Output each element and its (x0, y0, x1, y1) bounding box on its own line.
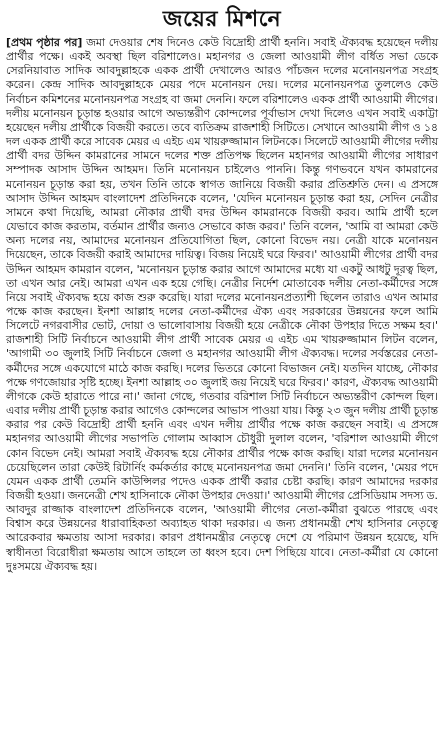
article-text: জমা দেওয়ার শেষ দিনেও কেউ বিদ্রোহী প্রার্থী হননি। সবাই ঐক্যবদ্ধ হয়েছেন দলীয় প্রার্থীর পক্ষে। একই অবস্থা ছিল বরিশালেও। মহানগর ও জেলা আওয়ামী লীগ বর্ধিত সভা ডেকে সেরনিয়াবাত সাদিক আবদুল্লাহকে একক প্রার্থী দেখালেও আরও পাঁচজন দলের মনোনয়নপত্র সংগ্রহ করেন। কেন্দ্র সাদিক আবদুল্লাহকে মেয়র পদে মনোনয়ন দেয়। দলের মনোনয়নপত্র তুললেও কেউ নির্বাচন কমিশনের মনোনয়নপত্র সংগ্রহ বা জমা দেননি। ফলে বরিশালেও একক প্রার্থী আওয়ামী লীগের। দলীয় মনোনয়ন চূড়ান্ত হওয়ার আগে অভ্যন্তরীণ কোন্দলের পূর্বাভাস দেখা দিলেও এখন সবাই একাট্টা হয়েছেন দলীয় প্রার্থীকে বিজয়ী করতে। তবে ব্যতিক্রম রাজশাহী সিটিতে। সেখানে আওয়ামী লীগ ও ১৪ দল একক প্রার্থী করে সাবেক মেয়র এ এইচ এম খায়রুজ্জামান লিটনকে। সিলেটে আওয়ামী লীগের দলীয় প্রার্থী বদর উদ্দিন কামরানের সামনে দলের শক্ত প্রতিপক্ষ ছিলেন মহানগর আওয়ামী লীগের সাধারণ সম্পাদক আসাদ উদ্দিন আহমদ। তিনি মনোনয়ন চাইলেও পাননি। কিন্তু গণভবনে যখন কামরানের মনোনয়ন চূড়ান্ত করা হয়, তখন তিনি তাকে স্বাগত জানিয়ে বিজয়ী করার প্রতিশ্রুতি দেন। এ প্রসঙ্গে আসাদ উদ্দিন আহমদ বাংলাদেশ প্রতিদিনকে বলেন, 'যেদিন মনোনয়ন চূড়ান্ত করা হয়, সেদিন নেত্রীর সামনে কথা দিয়েছি, আমরা নৌকার প্রার্থী বদর উদ্দিন কামরানকে বিজয়ী করব। আমি প্রার্থী হলে যেভাবে কাজ করতাম, বর্তমান প্রার্থীর জন্যও সেভাবে কাজ করব।' তিনি বলেন, 'আমি বা আমরা কেউ অন্য দলের নয়, আমাদের মনোনয়ন প্রতিযোগিতা ছিল, কোনো বিভেদ নয়। নেত্রী যাকে মনোনয়ন দিয়েছেন, তাকে বিজয়ী করাই আমাদের দায়িত্ব। বিজয় নিয়েই ঘরে ফিরব।' আওয়ামী লীগের প্রার্থী বদর উদ্দিন আহমদ কামরান বলেন, 'মনোনয়ন চূড়ান্ত করার আগে আমাদের মধ্যে যা একটু আধটু দূরত্ব ছিল, তা এখন আর নেই। আমরা এখন এক হয়ে গেছি। নেত্রীর নির্দেশ মোতাবেক দলীয় নেতা-কর্মীদের সঙ্গে নিয়ে সবাই ঐক্যবদ্ধ হয়ে কাজ শুরু করেছি। যারা দলের মনোনয়নপ্রত্যাশী ছিলেন তারাও এখন আমার পক্ষে কাজ করছেন। ইনশা আল্লাহ দলের নেতা-কর্মীদের ঐক্য এবং সরকারের উন্নয়নের ফলে আমি সিলেটে নগরবাসীর ভোট, দোয়া ও ভালোবাসায় বিজয়ী হয়ে নেত্রীকে নৌকা উপহার দিতে সক্ষম হব।' রাজশাহী সিটি নির্বাচনে আওয়ামী লীগ প্রার্থী সাবেক মেয়র এ এইচ এম খায়রুজ্জামান লিটন বলেন, 'আগামী ৩০ জুলাই সিটি নির্বাচনে জেলা ও মহানগর আওয়ামী লীগ ঐক্যবদ্ধ। দলের সর্বস্তরের নেতা-কর্মীদের সঙ্গে একযোগে মাঠে কাজ করছি। দলের ভিতরে কোনো বিভাজন নেই। যতদিন যাচ্ছে, নৌকার পক্ষে গণজোয়ার সৃষ্টি হচ্ছে। ইনশা আল্লাহ ৩০ জুলাই জয় নিয়েই ঘরে ফিরব।' কারণ, ঐক্যবদ্ধ আওয়ামী লীগকে কেউ হারাতে পারে না।' জানা গেছে, গতবার বরিশাল সিটি নির্বাচনে অভ্যন্তরীণ কোন্দল ছিল। এবার দলীয় প্রার্থী চূড়ান্ত করার আগেও কোন্দলের আভাস পাওয়া যায়। কিন্তু ২৩ জুন দলীয় প্রার্থী চূড়ান্ত করার পর কেউ বিদ্রোহী প্রার্থী হননি এবং এখন দলীয় প্রার্থীর পক্ষে কাজ করছেন সবাই। এ প্রসঙ্গে মহানগর আওয়ামী লীগের সভাপতি গোলাম আব্বাস চৌধুরী দুলাল বলেন, 'বরিশাল আওয়ামী লীগে কোন বিভেদ নেই। আমরা সবাই ঐক্যবদ্ধ হয়ে নৌকার প্রার্থীর পক্ষে কাজ করছি। যারা দলের মনোনয়ন চেয়েছিলেন তারা কেউই রিটার্নিং কর্মকর্তার কাছে মনোনয়নপত্র জমা দেননি।' তিনি বলেন, 'মেয়র পদে যেমন একক প্রার্থী তেমনি কাউন্সিলর পদেও একক প্রার্থী করার চেষ্টা করছি। কারণ আমাদের দরকার বিজয়ী হওয়া। জননেত্রী শেখ হাসিনাকে নৌকা উপহার দেওয়া।' আওয়ামী লীগের প্রেসিডিয়াম সদস্য ড. আবদুর রাজ্জাক বাংলাদেশ প্রতিদিনকে বলেন, 'আওয়ামী লীগের নেতা-কর্মীরা বুঝতে পারছে এবং বিশ্বাস করে উন্নয়নের ধারাবাহিকতা অব্যাহত থাকা দরকার। এ জন্য প্রধানমন্ত্রী শেখ হাসিনার নেতৃত্বে আরেকবার ক্ষমতায় আসা দরকার। কারণ প্রধানমন্ত্রীর নেতৃত্বে দেশে যে পরিমাণ উন্নয়ন হয়েছে, যদি স্বাধীনতা বিরোধীরা ক্ষমতায় আসে তাহলে তা ধ্বংস হবে। দেশ পিছিয়ে যাবে। নেতা-কর্মীরা যে কোনো দুঃসময়ে ঐক্যবদ্ধ হয়। (6, 36, 438, 573)
article-body (6, 36, 438, 574)
headline: জয়ের মিশনে (162, 7, 282, 32)
continued-from-label: [প্রথম পৃষ্ঠার পর] (6, 36, 83, 49)
